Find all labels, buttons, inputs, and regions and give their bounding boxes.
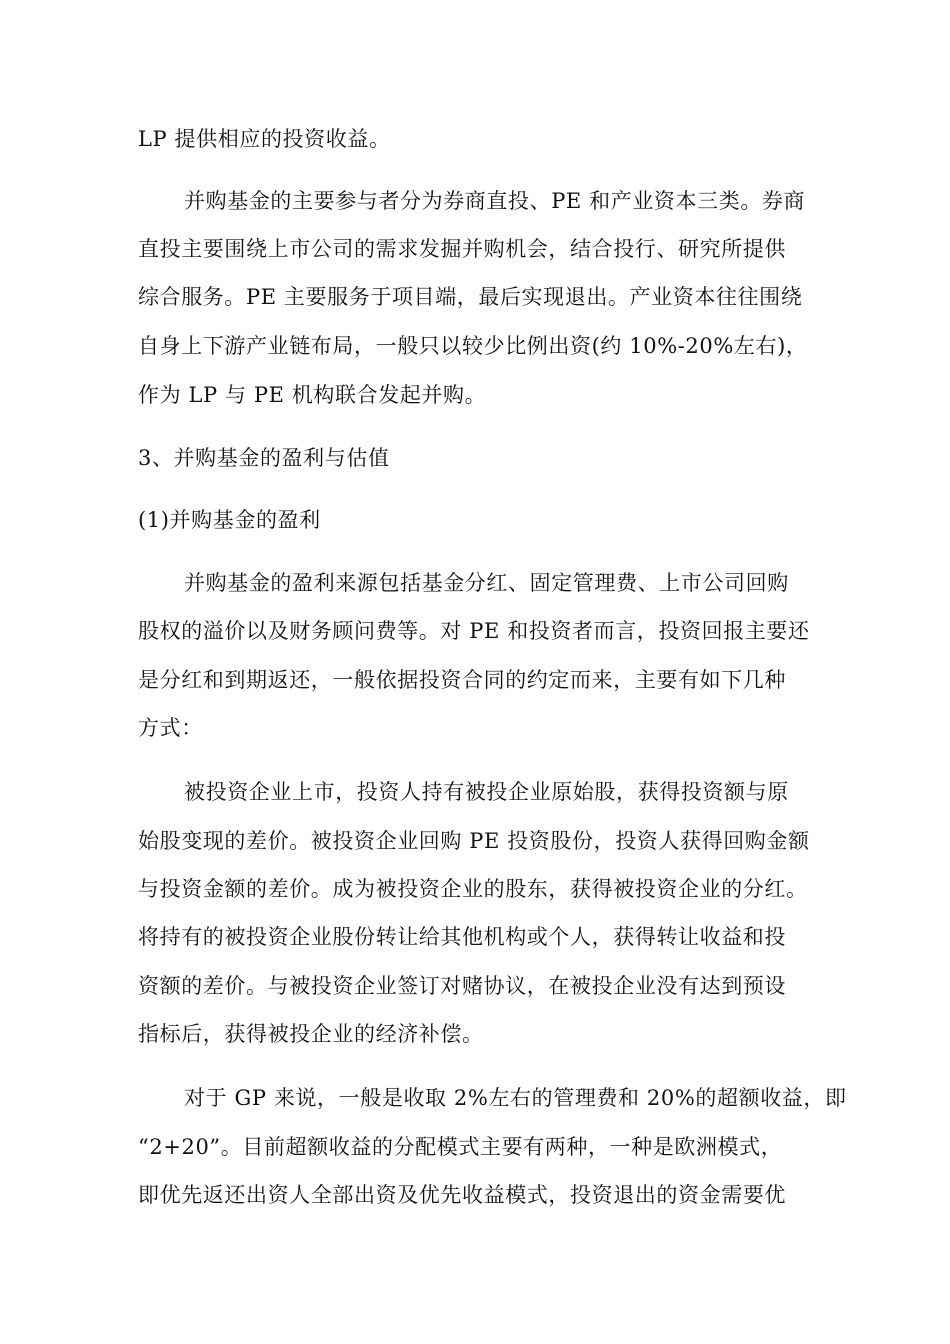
text-line: 方式： (138, 716, 203, 740)
text-line: 综合服务。PE 主要服务于项目端，最后实现退出。产业资本往往围绕 (138, 285, 803, 309)
text-line: 并购基金的主要参与者分为券商直投、PE 和产业资本三类。券商 (184, 189, 806, 213)
text-line: 作为 LP 与 PE 机构联合发起并购。 (138, 383, 487, 407)
text-line: 即优先返还出资人全部出资及优先收益模式，投资退出的资金需要优 (138, 1183, 786, 1207)
text-line: 自身上下游产业链布局，一般只以较少比例出资(约 10%-20%左右)， (138, 334, 808, 358)
subsection-heading: (1)并购基金的盈利 (138, 508, 321, 532)
text-line: LP 提供相应的投资收益。 (138, 127, 391, 151)
text-line: 被投资企业上市，投资人持有被投企业原始股，获得投资额与原 (184, 780, 789, 804)
text-line: 对于 GP 来说，一般是收取 2%左右的管理费和 20%的超额收益，即 (184, 1086, 847, 1110)
text-line: 将持有的被投资企业股份转让给其他机构或个人，获得转让收益和投 (138, 925, 786, 949)
text-line: 指标后，获得被投企业的经济补偿。 (138, 1022, 484, 1046)
text-line: 与投资金额的差价。成为被投资企业的股东，获得被投资企业的分红。 (138, 877, 808, 901)
text-line: 股权的溢价以及财务顾问费等。对 PE 和投资者而言，投资回报主要还 (138, 619, 810, 643)
text-line: 并购基金的盈利来源包括基金分红、固定管理费、上市公司回购 (184, 571, 789, 595)
text-line: 是分红和到期返还，一般依据投资合同的约定而来，主要有如下几种 (138, 668, 786, 692)
text-line: “2+20”。目前超额收益的分配模式主要有两种，一种是欧洲模式， (138, 1135, 783, 1159)
text-line: 始股变现的差价。被投资企业回购 PE 投资股份，投资人获得回购金额 (138, 829, 810, 853)
text-line: 资额的差价。与被投资企业签订对赌协议，在被投企业没有达到预设 (138, 974, 786, 998)
section-heading: 3、并购基金的盈利与估值 (138, 446, 390, 470)
text-line: 直投主要围绕上市公司的需求发掘并购机会，结合投行、研究所提供 (138, 237, 786, 261)
